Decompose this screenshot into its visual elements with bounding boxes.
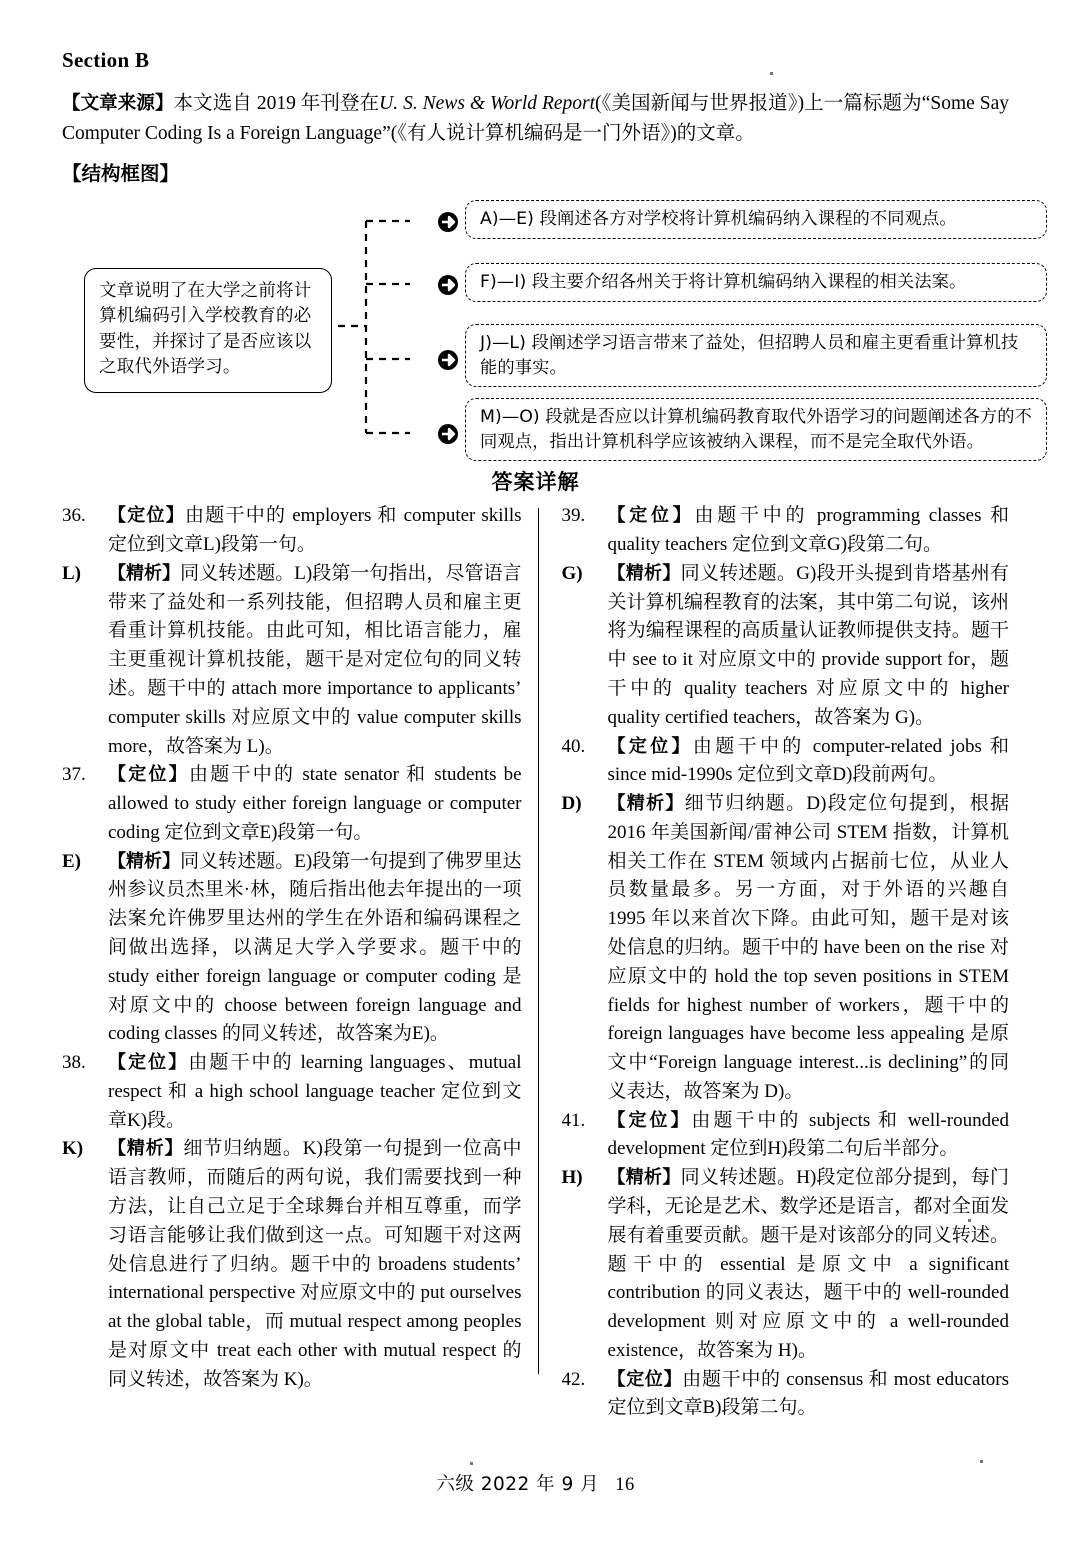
answer-entry	[62, 1135, 522, 1394]
answer-entry	[62, 560, 522, 761]
scan-speck	[770, 72, 773, 75]
entry-number: 36.	[62, 505, 86, 527]
page-footer	[0, 1470, 1071, 1496]
entry-text: 由题干中的 computer-related jobs 和 since mid-1990s 定位到文章D)段前两句。	[607, 735, 1010, 786]
answer-columns	[62, 502, 1009, 1422]
entry-text: 同义转述题。L)段第一句指出，尽管语言带来了益处和一系列技能，但招聘人员和雇主更看重计算机技能。由此可知，相比语言能力，雇主更重视计算机技能，题干是对定位句的同义转述。题干中的 attach more importance to applicants’ computer skills 对应原文中的 value computer skills more，故答案为 L)。	[108, 562, 522, 757]
entry-text: 细节归纳题。D)段定位句提到，根据 2016 年美国新闻/雷神公司 STEM 指数，计算机相关工作在 STEM 领域内占据前七位，从业人员数量最多。另一方面，对于外语的兴趣自 1995 年以来首次下降。由此可知，题干是对该处信息的归纳。题干中的 have been on the rise 对应原文中的 hold the top seven positions in STEM fields for highest number of workers，题干中的 foreign languages have become less appealing 是原文中“Foreign language interest...is declining”的同义表达，故答案为 D)。	[607, 793, 1009, 1102]
arrow-right-icon	[437, 211, 459, 233]
section-title: Section B	[62, 48, 150, 72]
structure-summary-box	[84, 268, 332, 393]
entry-label: 【定位】	[108, 1052, 189, 1074]
article-source-block	[62, 89, 1009, 148]
entry-text: 同义转述题。E)段第一句提到了佛罗里达州参议员杰里米·林，随后指出他去年提出的一项法案允许佛罗里达州的学生在外语和编码课程之间做出选择，以满足大学入学要求。题干中的 study either foreign language or computer coding 是对原文中的 choose between foreign language and coding classes 的同义转述，故答案为E)。	[108, 850, 522, 1045]
structure-branch-box	[465, 200, 1047, 239]
entry-body	[108, 761, 522, 847]
article-source-part2: (《美国新闻与世界报道》)上一篇标题为“Some Say Computer Coding Is a Foreign Language”(《有人说计算机编码是一门外语》)的文章。	[62, 93, 1009, 144]
entry-label: 【精析】	[607, 793, 685, 815]
article-source-part1: 本文选自 2019 年刊登在	[173, 93, 380, 114]
structure-branch-box	[465, 263, 1047, 302]
entry-body	[608, 560, 1010, 733]
entry-number: 40.	[561, 735, 586, 757]
entry-body	[108, 1049, 522, 1135]
entry-label: 【定位】	[607, 1368, 683, 1390]
scan-speck	[470, 1462, 473, 1465]
entry-number: K)	[62, 1138, 84, 1160]
answers-section-heading: 答案详解	[491, 470, 580, 495]
entry-body	[108, 1135, 522, 1394]
scan-speck	[968, 1219, 971, 1222]
entry-text: 由题干中的 consensus 和 most educators 定位到文章B)段第二句。	[607, 1368, 1010, 1419]
article-source-tag: 【文章来源】	[62, 93, 174, 114]
answer-entry	[562, 560, 1010, 733]
entry-text: 同义转述题。G)段开头提到肯塔基州有关计算机编程教育的法案，其中第二句说，该州将为编程课程的高质量认证教师提供支持。题干中 see to it 对应原文中的 provide support for，题干中的 quality teachers 对应原文中的 higher quality certified teachers，故答案为 G)。	[607, 562, 1009, 728]
entry-label: 【精析】	[108, 1138, 184, 1160]
structure-branch-text: F)—I) 段主要介绍各州关于将计算机编码纳入课程的相关法案。	[480, 272, 967, 293]
entry-number: G)	[561, 562, 583, 584]
answer-entry	[562, 1366, 1010, 1424]
entry-label: 【定位】	[607, 735, 693, 757]
arrow-right-icon	[437, 349, 459, 371]
entry-text: 由题干中的 employers 和 computer skills 定位到文章L)段第一句。	[108, 505, 522, 556]
entry-body	[608, 1164, 1010, 1365]
entry-body	[108, 560, 522, 761]
entry-label: 【精析】	[607, 1167, 681, 1189]
entry-number: D)	[561, 793, 582, 815]
left-column	[62, 502, 536, 1422]
arrow-right-icon	[437, 274, 459, 296]
entry-label: 【定位】	[607, 505, 695, 527]
entry-body	[608, 1107, 1010, 1165]
entry-body	[108, 502, 522, 560]
entry-text: 由题干中的 learning languages、mutual respect 和 a high school language teacher 定位到文章K)段。	[108, 1052, 522, 1131]
answer-entry	[62, 761, 522, 847]
structure-diagram-label: 【结构框图】	[62, 162, 180, 186]
structure-summary-text: 文章说明了在大学之前将计算机编码引入学校教育的必要性，并探讨了是否应该以之取代外语学习。	[99, 281, 312, 377]
entry-body	[108, 848, 522, 1049]
footer-exam-label: 六级 2022 年 9 月	[436, 1474, 600, 1495]
answer-entry	[62, 1049, 522, 1135]
entry-label: 【精析】	[108, 562, 181, 584]
arrow-right-icon	[437, 423, 459, 445]
entry-number: L)	[62, 562, 81, 584]
answer-entry	[562, 733, 1010, 791]
entry-label: 【定位】	[607, 1109, 692, 1131]
answer-entry	[562, 790, 1010, 1107]
page-number: 16	[615, 1475, 635, 1495]
diagram-connector-lines	[338, 190, 418, 462]
article-source-title-italic: U. S. News & World Report	[379, 93, 596, 114]
entry-text: 同义转述题。H)段定位部分提到，每门学科，无论是艺术、数学还是语言，都对全面发展有着重要贡献。题干是对该部分的同义转述。题干中的 essential 是原文中 a significant contribution 的同义表达，题干中的 well-rounded development 则对应原文中的 a well-rounded existence，故答案为 H)。	[607, 1167, 1009, 1361]
structure-branch-text: M)—O) 段就是否应以计算机编码教育取代外语学习的问题阐述各方的不同观点，指出计算机科学应该被纳入课程，而不是完全取代外语。	[480, 407, 1033, 452]
answer-entry	[62, 848, 522, 1049]
structure-branch-box	[465, 398, 1047, 461]
entry-body	[608, 790, 1010, 1107]
entry-body	[608, 1366, 1010, 1424]
scan-speck	[980, 1460, 983, 1463]
structure-branch-text: J)—L) 段阐述学习语言带来了益处，但招聘人员和雇主更看重计算机技能的事实。	[480, 333, 1019, 378]
entry-label: 【精析】	[108, 850, 181, 872]
entry-text: 由题干中的 subjects 和 well-rounded development 定位到H)段第二句后半部分。	[607, 1109, 1009, 1160]
answer-entry	[562, 1164, 1010, 1365]
structure-branch-box	[465, 324, 1047, 387]
entry-number: 39.	[561, 505, 586, 527]
entry-text: 由题干中的 programming classes 和 quality teachers 定位到文章G)段第二句。	[607, 505, 1010, 556]
entry-text: 由题干中的 state senator 和 students be allowed to study either foreign language or computer coding 定位到文章E)段第一句。	[108, 764, 522, 843]
answer-entry	[62, 502, 522, 560]
column-divider	[538, 508, 539, 1374]
entry-number: E)	[62, 850, 81, 872]
right-column	[536, 502, 1010, 1422]
entry-label: 【定位】	[108, 764, 190, 786]
structure-branch-text: A)—E) 段阐述各方对学校将计算机编码纳入课程的不同观点。	[480, 209, 957, 230]
entry-label: 【精析】	[607, 562, 681, 584]
answer-entry	[562, 1107, 1010, 1165]
entry-number: 37.	[62, 764, 86, 786]
entry-text: 细节归纳题。K)段第一句提到一位高中语言教师，而随后的两句说，我们需要找到一种方法，让自己立足于全球舞台并相互尊重，而学习语言能够让我们做到这一点。可知题干对这两处信息进行了归纳。题干中的 broadens students’ international perspective 对应原文中的 put ourselves at the global table，而 mutual respect among peoples 是对原文中 treat each other with mutual respect 的同义转述，故答案为 K)。	[108, 1138, 522, 1390]
entry-number: H)	[561, 1167, 583, 1189]
entry-body	[608, 733, 1010, 791]
entry-label: 【定位】	[108, 505, 185, 527]
entry-body	[608, 502, 1010, 560]
entry-number: 41.	[561, 1109, 586, 1131]
entry-number: 42.	[561, 1368, 586, 1390]
entry-number: 38.	[62, 1052, 86, 1074]
structure-diagram	[62, 190, 1033, 462]
answer-entry	[562, 502, 1010, 560]
